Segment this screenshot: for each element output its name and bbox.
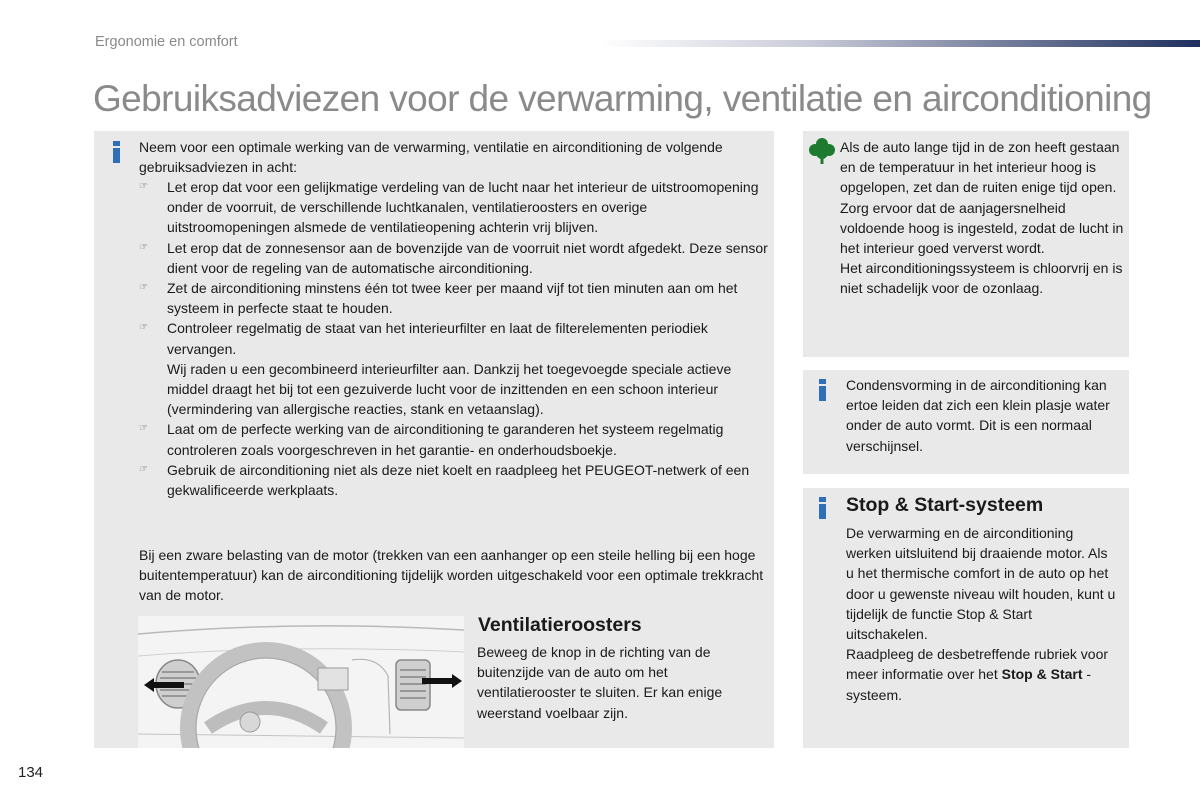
info-icon [817, 497, 828, 519]
intro-text: Neem voor een optimale werking van de verwarming, ventilatie en airconditioning de volgende gebruiksadviezen in acht: [139, 139, 723, 176]
list-item [139, 238, 771, 278]
list-item [139, 318, 771, 419]
environment-paragraph: Zorg ervoor dat de aanjagersnelheid voldoende hoog is ingesteld, zodat de lucht in het interieur goed ververst wordt. [840, 199, 1124, 257]
list-item-text: Controleer regelmatig de staat van het interieurfilter en laat de filterelementen periodiek vervangen. [167, 320, 708, 357]
list-item [139, 278, 771, 318]
list-item-text: Gebruik de airconditioning niet als deze niet koelt en raadpleeg het PEUGEOT-netwerk of een gekwalificeerde werkplaats. [167, 461, 750, 499]
environment-paragraph: Als de auto lange tijd in de zon heeft gestaan en de temperatuur in het interieur hoog is opgelopen, zet dan de ruiten enige tijd open. [840, 139, 1120, 196]
pointing-hand-icon: ☞ [139, 463, 148, 475]
vents-title: Ventilatieroosters [478, 614, 642, 636]
info-icon [817, 379, 828, 401]
list-item-text: Zet de airconditioning minstens één tot twee keer per maand vijf tot tien minuten aan om het systeem in perfecte staat te houden. [167, 280, 738, 317]
list-item [139, 177, 771, 238]
list-item [139, 460, 771, 500]
tree-icon [809, 137, 835, 165]
stop-start-reference: Stop & Start [1001, 666, 1083, 683]
environment-paragraph: Het airconditioningssysteem is chloorvrij en is niet schadelijk voor de ozonlaag. [840, 260, 1123, 297]
stop-start-description: De verwarming en de airconditioning werken uitsluitend bij draaiende motor. Als u het thermische comfort in de auto op het door u gewenste niveau wilt houden, kunt u tijdelijk de functie Stop & Start uitschakelen. [846, 525, 1116, 643]
pointing-hand-icon: ☞ [139, 181, 148, 192]
vents-text: Beweeg de knop in de richting van de buitenzijde van de auto om het ventilatierooster te sluiten. Er kan enige weerstand voelbaar zijn. [477, 644, 723, 721]
pointing-hand-icon: ☞ [139, 282, 148, 294]
list-item-text: Let erop dat voor een gelijkmatige verdeling van de lucht naar het interieur de uitstroomopening onder de voorruit, de verschillende luchtkanalen, ventilatieroosters en overige uitstroomopeningen alsmede de ventilatieopening achterin vrij blijven. [167, 179, 759, 236]
stop-start-see-suffix: -systeem. [846, 666, 1092, 703]
list-item [139, 419, 771, 459]
stop-start-see-prefix: Raadpleeg de desbetreffende rubriek voor meer informatie over het [846, 646, 1109, 683]
list-item-text: Laat om de perfecte werking van de airconditioning te garanderen het systeem regelmatig controleren zoals voorgeschreven in het garantie- en onderhoudsboekje. [167, 421, 724, 458]
dashboard-vents-illustration [138, 616, 464, 748]
info-icon [111, 141, 122, 163]
list-item-note: Wij raden u een gecombineerd interieurfilter aan. Dankzij het toegevoegde speciale actieve middel draagt het bij tot een gezuiverde lucht voor de inzittenden en een schoon interieur (vermindering van allergische reacties, stank en vetaanslag). [167, 360, 732, 418]
engine-load-note: Bij een zware belasting van de motor (trekken van een aanhanger op een steile helling bij een hoge buitentemperatuur) kan de airconditioning tijdelijk worden uitgeschakeld voor een optimale trekkracht van de motor. [139, 547, 764, 604]
stop-start-title: Stop & Start-systeem [846, 494, 1044, 516]
pointing-hand-icon: ☞ [139, 322, 148, 334]
pointing-hand-icon: ☞ [139, 423, 148, 435]
dashboard-drawing [138, 616, 464, 748]
header-bar [600, 40, 1200, 47]
stop-start-text [846, 523, 1116, 705]
section-label: Ergonomie en comfort [95, 34, 238, 50]
arrow-left-icon [144, 678, 184, 692]
page-title: Gebruiksadviezen voor de verwarming, ventilatie en airconditioning [93, 78, 1152, 119]
condensation-text: Condensvorming in de airconditioning kan ertoe leiden dat zich een klein plasje water onder de auto vormt. Dit is een normaal verschijnsel. [846, 377, 1110, 454]
list-item-text: Let erop dat de zonnesensor aan de bovenzijde van de voorruit niet wordt afgedekt. Deze sensor dient voor de regeling van de automatische airconditioning. [167, 239, 768, 276]
page-number: 134 [18, 764, 44, 781]
advice-list [139, 177, 771, 500]
arrow-right-icon [422, 674, 462, 688]
environment-text [840, 137, 1125, 299]
pointing-hand-icon: ☞ [139, 241, 148, 253]
